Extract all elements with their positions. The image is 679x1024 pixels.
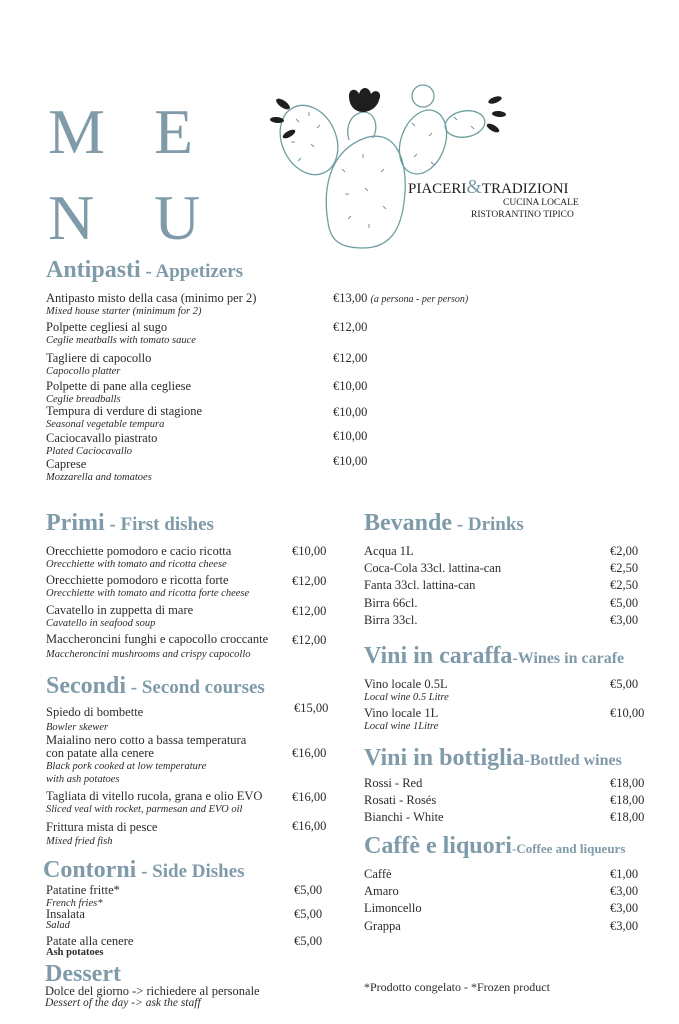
antipasti-item bbox=[46, 432, 157, 458]
item-en: Salad bbox=[46, 920, 70, 931]
item-name: Caprese bbox=[46, 457, 87, 471]
item-en: Mixed house starter (minimum for 2) bbox=[46, 306, 202, 317]
caffe-price: €3,00 bbox=[610, 884, 639, 898]
section-title-contorni-sub: Side Dishes bbox=[152, 861, 245, 882]
bevande-item: Birra 33cl. bbox=[364, 613, 418, 627]
logo-subtitle-1: CUCINA LOCALE bbox=[503, 198, 579, 208]
primi-item bbox=[46, 545, 231, 571]
section-title-vini-caraffa-sub: Wines in carafe bbox=[517, 650, 625, 667]
item-name: Vino locale 1L bbox=[364, 706, 439, 720]
menu-letter-e: E bbox=[154, 96, 194, 167]
section-title-secondi-sep: - bbox=[126, 677, 142, 698]
caffe-price: €3,00 bbox=[610, 901, 639, 915]
section-title-primi-sep: - bbox=[104, 514, 121, 535]
section-title-vini-bottiglia-main: Vini in bottiglia bbox=[364, 745, 525, 771]
section-title-bevande-sep: - bbox=[452, 514, 468, 535]
section-title-vini-caraffa-sep: - bbox=[512, 650, 518, 667]
section-title-contorni bbox=[43, 858, 245, 882]
item-name: Polpette cegliesi al sugo bbox=[46, 320, 168, 334]
bevande-item: Birra 66cl. bbox=[364, 596, 418, 610]
item-en: Ash potatoes bbox=[46, 947, 104, 958]
antipasti-price: €10,00 bbox=[333, 429, 368, 443]
primi-item bbox=[46, 604, 193, 630]
item-name: Maccheroncini funghi e capocollo croccante bbox=[46, 632, 269, 646]
primi-price: €12,00 bbox=[292, 633, 327, 647]
section-title-dessert bbox=[45, 962, 121, 986]
vini-bottiglia-item: Bianchi - White bbox=[364, 810, 444, 824]
caffe-item: Amaro bbox=[364, 884, 399, 898]
primi-price: €12,00 bbox=[292, 574, 327, 588]
bevande-item: Coca-Cola 33cl. lattina-can bbox=[364, 561, 502, 575]
item-price: €13,00 bbox=[333, 291, 368, 305]
item-name: Antipasto misto della casa (minimo per 2) bbox=[46, 291, 257, 305]
section-title-bevande-main: Bevande bbox=[364, 510, 453, 536]
antipasti-price: €12,00 bbox=[333, 351, 368, 365]
section-title-dessert-main: Dessert bbox=[45, 961, 121, 987]
item-en: Cavatello in seafood soup bbox=[46, 618, 156, 629]
caffe-item: Limoncello bbox=[364, 901, 422, 915]
section-title-secondi bbox=[46, 674, 265, 698]
section-title-vini-bottiglia bbox=[364, 746, 622, 770]
item-name: Polpette di pane alla cegliese bbox=[46, 379, 192, 393]
section-title-secondi-sub: Second courses bbox=[141, 677, 265, 698]
vini-caraffa-item bbox=[364, 707, 438, 733]
item-en: Local wine 1Litre bbox=[364, 721, 439, 732]
logo-ampersand: & bbox=[466, 176, 482, 198]
antipasti-item bbox=[46, 458, 152, 484]
caffe-item: Grappa bbox=[364, 919, 401, 933]
antipasti-price: €10,00 bbox=[333, 454, 368, 468]
secondi-price: €15,00 bbox=[294, 701, 329, 715]
menu-letter-u: U bbox=[154, 182, 201, 253]
footnote: *Prodotto congelato - *Frozen product bbox=[364, 980, 550, 994]
item-en: Orecchiette with tomato and ricotta forte cheese bbox=[46, 588, 250, 599]
item-name: Patatine fritte* bbox=[46, 883, 120, 897]
section-title-contorni-sep: - bbox=[136, 861, 153, 882]
item-en: Black pork cooked at low temperature bbox=[46, 761, 207, 772]
section-title-primi-sub: First dishes bbox=[120, 514, 214, 535]
item-name: Tempura di verdure di stagione bbox=[46, 404, 203, 418]
contorni-price: €5,00 bbox=[294, 934, 323, 948]
section-title-caffe-sep: - bbox=[511, 841, 517, 856]
section-title-vini-bottiglia-sub: Bottled wines bbox=[529, 752, 622, 769]
item-en: Sliced veal with rocket, parmesan and EVO oil bbox=[46, 804, 243, 815]
section-title-secondi-main: Secondi bbox=[46, 673, 127, 699]
item-en: French fries* bbox=[46, 898, 103, 909]
item-en: Bowler skewer bbox=[46, 722, 109, 733]
section-title-caffe bbox=[364, 834, 625, 858]
item-name: Maialino nero cotto a bassa temperatura bbox=[46, 733, 247, 747]
item-en: Capocollo platter bbox=[46, 366, 121, 377]
section-title-vini-caraffa bbox=[364, 644, 624, 668]
bevande-item: Fanta 33cl. lattina-can bbox=[364, 578, 476, 592]
secondi-price: €16,00 bbox=[292, 746, 327, 760]
caffe-price: €1,00 bbox=[610, 867, 639, 881]
antipasti-price: €12,00 bbox=[333, 320, 368, 334]
contorni-price: €5,00 bbox=[294, 907, 323, 921]
secondi-item bbox=[46, 706, 143, 734]
caffe-price: €3,00 bbox=[610, 919, 639, 933]
vini-caraffa-price: €5,00 bbox=[610, 677, 639, 691]
vini-caraffa-item bbox=[364, 678, 449, 704]
antipasti-item bbox=[46, 405, 202, 431]
section-title-vini-bottiglia-sep: - bbox=[524, 752, 530, 769]
item-name: Vino locale 0.5L bbox=[364, 677, 448, 691]
antipasti-item bbox=[46, 380, 191, 406]
bevande-price: €3,00 bbox=[610, 613, 639, 627]
item-en: Maccheroncini mushrooms and crispy capocollo bbox=[46, 649, 251, 660]
section-title-bevande-sub: Drinks bbox=[467, 514, 524, 535]
item-name: Caciocavallo piastrato bbox=[46, 431, 158, 445]
secondi-item bbox=[46, 790, 262, 816]
section-title-contorni-main: Contorni bbox=[43, 857, 137, 883]
section-title-antipasti bbox=[46, 258, 243, 282]
logo-subtitle-2: RISTORANTINO TIPICO bbox=[471, 210, 574, 220]
antipasti-item bbox=[46, 292, 256, 318]
bevande-price: €5,00 bbox=[610, 596, 639, 610]
item-en: Mixed fried fish bbox=[46, 836, 113, 847]
section-title-caffe-sub: Coffee and liqueurs bbox=[516, 841, 626, 856]
primi-price: €12,00 bbox=[292, 604, 327, 618]
item-name: Tagliere di capocollo bbox=[46, 351, 152, 365]
section-title-bevande bbox=[364, 511, 524, 535]
item-en: Mozzarella and tomatoes bbox=[46, 472, 152, 483]
item-en: Dessert of the day -> ask the staff bbox=[45, 997, 201, 1009]
antipasti-item bbox=[46, 352, 151, 378]
section-title-vini-caraffa-main: Vini in caraffa bbox=[364, 643, 513, 669]
bevande-price: €2,50 bbox=[610, 578, 639, 592]
vini-bottiglia-item: Rossi - Red bbox=[364, 776, 423, 790]
vini-bottiglia-item: Rosati - Rosés bbox=[364, 793, 437, 807]
item-en: Ceglie meatballs with tomato sauce bbox=[46, 335, 196, 346]
logo-name-part1: PIACERI bbox=[408, 181, 467, 197]
section-title-antipasti-sub: Appetizers bbox=[155, 261, 244, 282]
vini-caraffa-price: €10,00 bbox=[610, 706, 645, 720]
section-title-primi bbox=[46, 511, 214, 535]
contorni-price: €5,00 bbox=[294, 883, 323, 897]
item-name: Cavatello in zuppetta di mare bbox=[46, 603, 194, 617]
contorni-item bbox=[46, 936, 133, 958]
item-en: Ceglie breadballs bbox=[46, 394, 121, 405]
item-en: Plated Caciocavallo bbox=[46, 446, 133, 457]
item-price-note: (a persona - per person) bbox=[370, 294, 469, 305]
item-name: Insalata bbox=[46, 907, 85, 921]
item-en: Local wine 0.5 Litre bbox=[364, 692, 449, 703]
secondi-item bbox=[46, 821, 157, 848]
item-name: Dolce del giorno -> richiedere al personale bbox=[45, 984, 260, 998]
item-name: Orecchiette pomodoro e cacio ricotta bbox=[46, 544, 232, 558]
section-title-antipasti-main: Antipasti bbox=[46, 257, 141, 283]
antipasti-price: €10,00 bbox=[333, 379, 368, 393]
cactus-logo-icon bbox=[265, 82, 515, 254]
primi-price: €10,00 bbox=[292, 544, 327, 558]
menu-letter-n: N bbox=[48, 182, 95, 253]
antipasti-price: €10,00 bbox=[333, 405, 368, 419]
caffe-item: Caffè bbox=[364, 867, 392, 881]
section-title-antipasti-sep: - bbox=[140, 261, 156, 282]
antipasti-price bbox=[333, 292, 468, 306]
item-name-2: con patate alla cenere bbox=[46, 746, 154, 760]
antipasti-item bbox=[46, 321, 196, 347]
item-name: Orecchiette pomodoro e ricotta forte bbox=[46, 573, 229, 587]
contorni-item bbox=[46, 909, 85, 931]
vini-bottiglia-price: €18,00 bbox=[610, 810, 645, 824]
item-name: Frittura mista di pesce bbox=[46, 820, 158, 834]
primi-item bbox=[46, 574, 249, 600]
menu-letter-m: M bbox=[48, 96, 105, 167]
vini-bottiglia-price: €18,00 bbox=[610, 776, 645, 790]
item-en: Orecchiette with tomato and ricotta cheese bbox=[46, 559, 227, 570]
item-name: Patate alla cenere bbox=[46, 934, 134, 948]
secondi-item bbox=[46, 734, 246, 786]
secondi-price: €16,00 bbox=[292, 790, 327, 804]
bevande-item: Acqua 1L bbox=[364, 544, 414, 558]
item-name: Spiedo di bombette bbox=[46, 705, 144, 719]
vini-bottiglia-price: €18,00 bbox=[610, 793, 645, 807]
item-en: Seasonal vegetable tempura bbox=[46, 419, 165, 430]
section-title-caffe-main: Caffè e liquori bbox=[364, 833, 512, 859]
dessert-item bbox=[45, 985, 260, 1009]
logo-title bbox=[408, 176, 569, 199]
section-title-primi-main: Primi bbox=[46, 510, 105, 536]
secondi-price: €16,00 bbox=[292, 819, 327, 833]
logo-name-part2: TRADIZIONI bbox=[481, 181, 569, 197]
primi-item bbox=[46, 633, 268, 661]
bevande-price: €2,50 bbox=[610, 561, 639, 575]
item-en-2: with ash potatoes bbox=[46, 774, 120, 785]
bevande-price: €2,00 bbox=[610, 544, 639, 558]
item-name: Tagliata di vitello rucola, grana e olio EVO bbox=[46, 789, 263, 803]
